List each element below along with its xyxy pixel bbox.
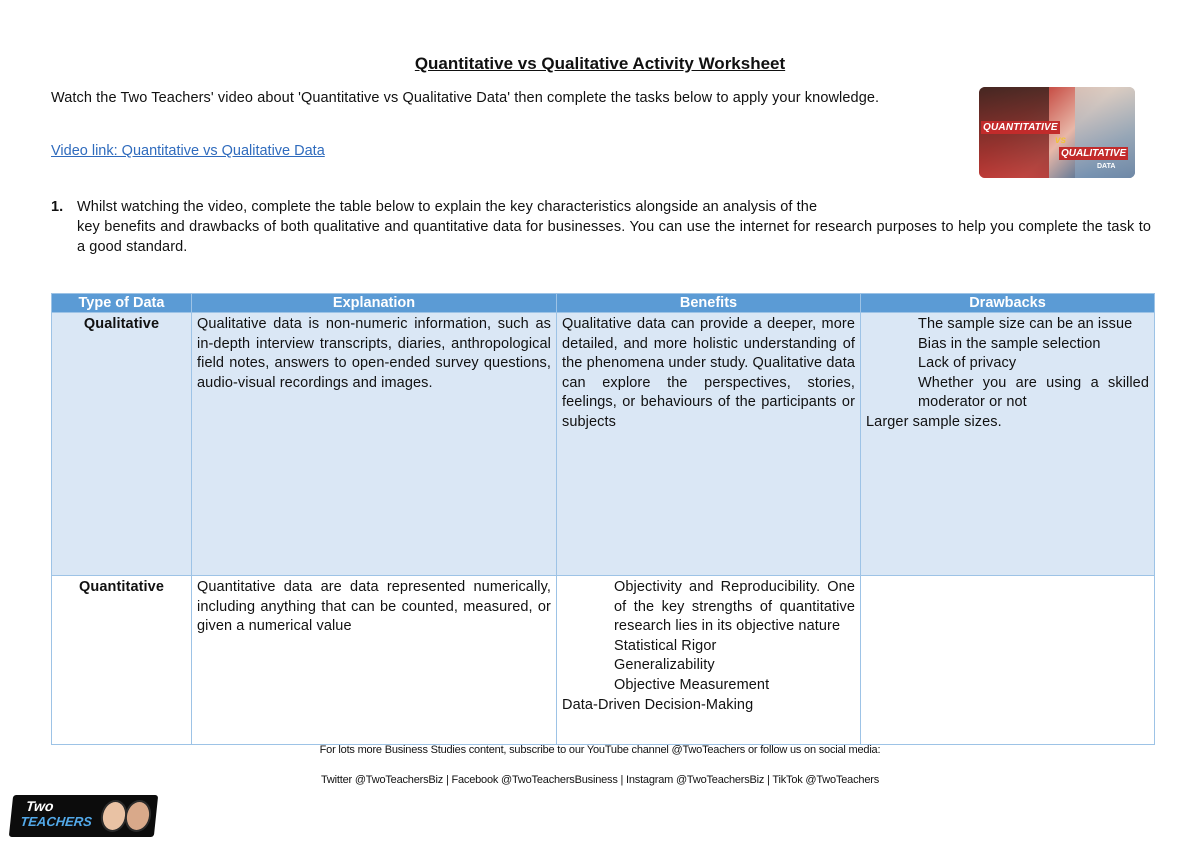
- video-link[interactable]: Video link: Quantitative vs Qualitative Data: [51, 143, 325, 159]
- logo-text-two: Two: [25, 798, 55, 814]
- cell-qualitative-benefits[interactable]: Qualitative data can provide a deeper, more detailed, and more holistic understanding of the phenomena under study. Qualitative data can explore the perspectives, stories, feelings, or behaviours of the participants or subjects: [557, 313, 861, 576]
- cell-qualitative-drawbacks[interactable]: [861, 313, 1155, 576]
- list-item: Generalizability: [614, 657, 715, 674]
- task-text-line1: Whilst watching the video, complete the table below to explain the key characteristics alongside an analysis of the: [77, 199, 818, 215]
- quantitative-benefits-list: [562, 578, 855, 715]
- list-item: Objective Measurement: [614, 676, 770, 693]
- table-row-qualitative: [52, 313, 1155, 576]
- list-item: Whether you are using a skilled moderator or not: [918, 374, 1149, 411]
- task-text-line2: key benefits and drawbacks of both qualitative and quantitative data for businesses. You can use the internet for research purposes to help you complete the task to a good standard.: [77, 219, 1151, 255]
- thumbnail-word-data: DATA: [1097, 163, 1116, 170]
- cell-qualitative-explanation[interactable]: Qualitative data is non-numeric information, such as in-depth interview transcripts, diaries, anthropological field notes, answers to open-ended survey questions, audio-visual recordings and images.: [192, 313, 557, 576]
- cell-quantitative-explanation[interactable]: Quantitative data are data represented numerically, including anything that can be counted, measured, or given a numerical value: [192, 576, 557, 745]
- thumbnail-vs: vs: [1055, 135, 1067, 146]
- header-explanation: Explanation: [192, 294, 557, 313]
- list-item: Data-Driven Decision-Making: [562, 696, 754, 713]
- cell-quantitative-type: Quantitative: [52, 576, 192, 745]
- comparison-table: [51, 293, 1155, 745]
- thumbnail-word-qualitative: QUALITATIVE: [1061, 148, 1127, 159]
- cell-quantitative-benefits[interactable]: [557, 576, 861, 745]
- video-thumbnail[interactable]: [979, 87, 1135, 178]
- list-item: Lack of privacy: [918, 355, 1017, 372]
- list-item: The sample size can be an issue: [918, 316, 1133, 332]
- page-title: Quantitative vs Qualitative Activity Worksheet: [414, 54, 786, 73]
- list-item: Objectivity and Reproducibility. One of the key strengths of quantitative research lies in its objective nature: [614, 579, 855, 635]
- list-item: Larger sample sizes.: [866, 413, 1002, 430]
- header-benefits: Benefits: [557, 294, 861, 313]
- header-type-of-data: Type of Data: [52, 294, 192, 313]
- teacher-avatar-icon: [123, 800, 152, 832]
- list-item: Statistical Rigor: [614, 637, 717, 654]
- intro-text: Watch the Two Teachers' video about 'Quantitative vs Qualitative Data' then complete the tasks below to apply your knowledge.: [51, 90, 880, 106]
- footer-social-links: Twitter @TwoTeachersBiz | Facebook @TwoTeachersBusiness | Instagram @TwoTeachersBiz | TikTok @TwoTeachers: [320, 774, 879, 786]
- thumbnail-word-quantitative: QUANTITATIVE: [983, 122, 1058, 133]
- list-item: Bias in the sample selection: [918, 335, 1101, 352]
- table-row-quantitative: [52, 576, 1155, 745]
- cell-quantitative-drawbacks[interactable]: [861, 576, 1155, 745]
- footer-subscribe-text: For lots more Business Studies content, subscribe to our YouTube channel @TwoTeachers or follow us on social media:: [319, 744, 881, 756]
- two-teachers-logo: [9, 795, 158, 837]
- task-number: 1.: [51, 199, 64, 215]
- table-header-row: [52, 294, 1155, 313]
- cell-qualitative-type: Qualitative: [52, 313, 192, 576]
- qualitative-drawbacks-list: [866, 315, 1149, 433]
- header-drawbacks: Drawbacks: [861, 294, 1155, 313]
- logo-text-teachers: TEACHERS: [19, 814, 93, 829]
